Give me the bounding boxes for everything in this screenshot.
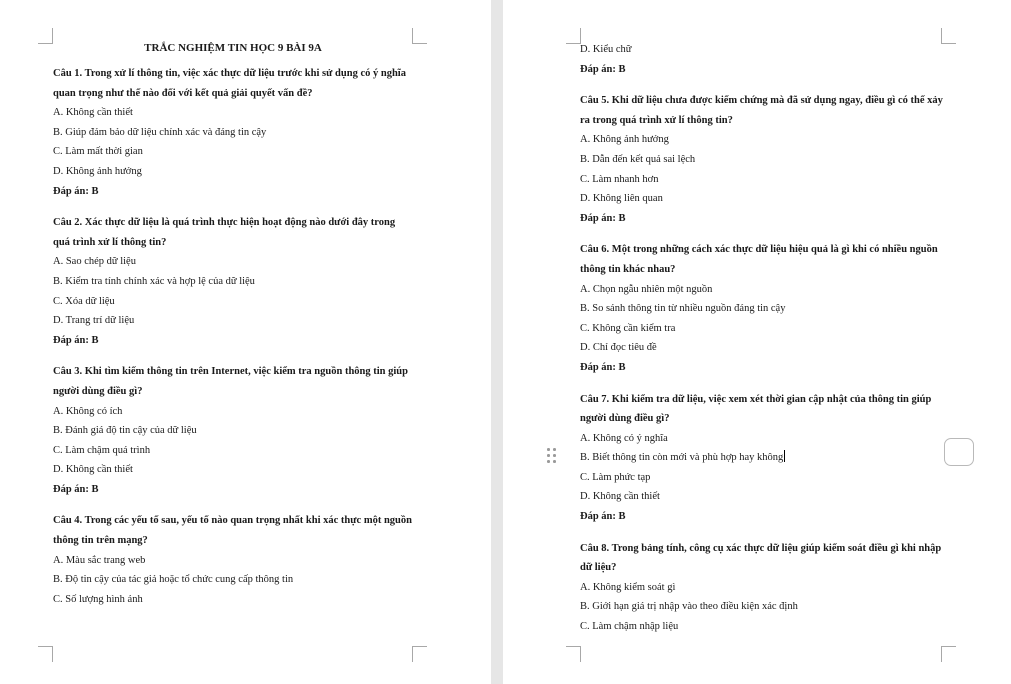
question-text: Câu 2. Xác thực dữ liệu là quá trình thực hiện hoạt động nào dưới đây trong quá trình xử lí thông tin? <box>53 217 396 248</box>
option-text: B. Độ tin cậy của tác giả hoặc tổ chức cung cấp thông tin <box>53 574 294 586</box>
answer-text: Đáp án: B <box>580 63 626 75</box>
option-text: D. Chỉ đọc tiêu đề <box>580 342 657 354</box>
option-text: C. Số lượng hình ảnh <box>53 593 143 605</box>
option-text: B. So sánh thông tin từ nhiều nguồn đáng tin cậy <box>580 303 786 315</box>
question-block <box>53 362 413 499</box>
question-list-right <box>580 91 950 636</box>
question-block <box>580 240 950 377</box>
option-text: A. Không cần thiết <box>53 107 133 119</box>
document-title: TRẮC NGHIỆM TIN HỌC 9 BÀI 9A <box>144 42 322 54</box>
option-text: B. Kiểm tra tính chính xác và hợp lệ của dữ liệu <box>53 275 255 287</box>
option-text: B. Đánh giá độ tin cậy của dữ liệu <box>53 425 197 437</box>
text-cursor <box>784 450 785 462</box>
option-text: C. Làm phức tạp <box>580 471 651 483</box>
option-text: D. Không ảnh hưởng <box>53 165 142 177</box>
option-text: A. Không kiểm soát gì <box>580 581 676 593</box>
question-text: Câu 3. Khi tìm kiếm thông tin trên Internet, việc kiểm tra nguồn thông tin giúp người dùng điều gì? <box>53 366 408 397</box>
answer-text: Đáp án: B <box>53 483 99 495</box>
margin-mark <box>412 43 427 44</box>
page-left <box>0 0 491 684</box>
margin-mark <box>38 646 52 647</box>
answer-text: Đáp án: B <box>580 511 626 523</box>
question-block <box>580 390 950 527</box>
option-text: A. Không có ích <box>53 405 123 417</box>
answer-text: Đáp án: B <box>580 212 626 224</box>
option-text: D. Kiểu chữ <box>580 44 632 55</box>
answer-text: Đáp án: B <box>53 185 99 197</box>
margin-mark <box>412 646 413 662</box>
option-text: C. Làm nhanh hơn <box>580 173 659 185</box>
question-text: Câu 7. Khi kiểm tra dữ liệu, việc xem xét thời gian cập nhật của thông tin giúp người dùng điều gì? <box>580 393 932 425</box>
option-text: C. Làm chậm quá trình <box>53 444 151 456</box>
page-right <box>503 0 1011 684</box>
option-text: D. Không cần thiết <box>53 464 133 476</box>
option-text: B. Biết thông tin còn mới và phù hợp hay không <box>580 452 784 464</box>
option-text: C. Xóa dữ liệu <box>53 295 115 307</box>
option-text: C. Không cần kiểm tra <box>580 322 676 334</box>
question-block <box>53 64 413 201</box>
option-text: A. Chọn ngẫu nhiên một nguồn <box>580 283 713 295</box>
drag-handle-icon[interactable] <box>547 448 557 464</box>
page-gap <box>491 0 503 684</box>
option-text: A. Sao chép dữ liệu <box>53 256 136 268</box>
option-text: C. Làm mất thời gian <box>53 146 143 158</box>
option-text: D. Không cần thiết <box>580 491 660 503</box>
question-text: Câu 1. Trong xử lí thông tin, việc xác thực dữ liệu trước khi sử dụng có ý nghĩa quan trọng như thế nào đối với kết quả giải quyết vấn đề? <box>53 68 406 99</box>
question-block <box>53 213 413 350</box>
margin-mark <box>566 646 580 647</box>
option-text: A. Không ảnh hưởng <box>580 134 669 146</box>
question-block <box>580 539 950 637</box>
question-text: Câu 8. Trong bảng tính, công cụ xác thực dữ liệu giúp kiểm soát điều gì khi nhập dữ liệu? <box>580 542 942 574</box>
question-list-left <box>53 64 413 609</box>
option-text: B. Giúp đảm bảo dữ liệu chính xác và đáng tin cậy <box>53 126 267 138</box>
question-text: Câu 4. Trong các yếu tố sau, yếu tố nào quan trọng nhất khi xác thực một nguồn thông tin trên mạng? <box>53 515 412 547</box>
page-body-left[interactable] <box>53 40 413 621</box>
option-text: B. Giới hạn giá trị nhập vào theo điều kiện xác định <box>580 601 798 613</box>
question-text: Câu 6. Một trong những cách xác thực dữ liệu hiệu quả là gì khi có nhiều nguồn thông tin khác nhau? <box>580 244 938 275</box>
option-text: A. Không có ý nghĩa <box>580 432 668 444</box>
comment-button[interactable] <box>944 438 974 466</box>
margin-mark <box>412 646 427 647</box>
margin-mark <box>38 43 52 44</box>
margin-mark <box>52 646 53 662</box>
answer-text: Đáp án: B <box>580 361 626 373</box>
answer-text: Đáp án: B <box>53 334 99 346</box>
option-text: A. Màu sắc trang web <box>53 554 146 566</box>
question-block <box>53 511 413 609</box>
question-text: Câu 5. Khi dữ liệu chưa được kiểm chứng mà đã sử dụng ngay, điều gì có thể xảy ra trong quá trình xử lí thông tin? <box>580 95 943 126</box>
option-text: D. Không liên quan <box>580 193 663 205</box>
option-text: D. Trang trí dữ liệu <box>53 315 135 327</box>
option-text: C. Làm chậm nhập liệu <box>580 621 679 633</box>
page-body-right[interactable] <box>580 40 950 649</box>
margin-mark <box>566 43 580 44</box>
question-block <box>580 91 950 228</box>
option-text: B. Dẫn đến kết quả sai lệch <box>580 153 696 165</box>
